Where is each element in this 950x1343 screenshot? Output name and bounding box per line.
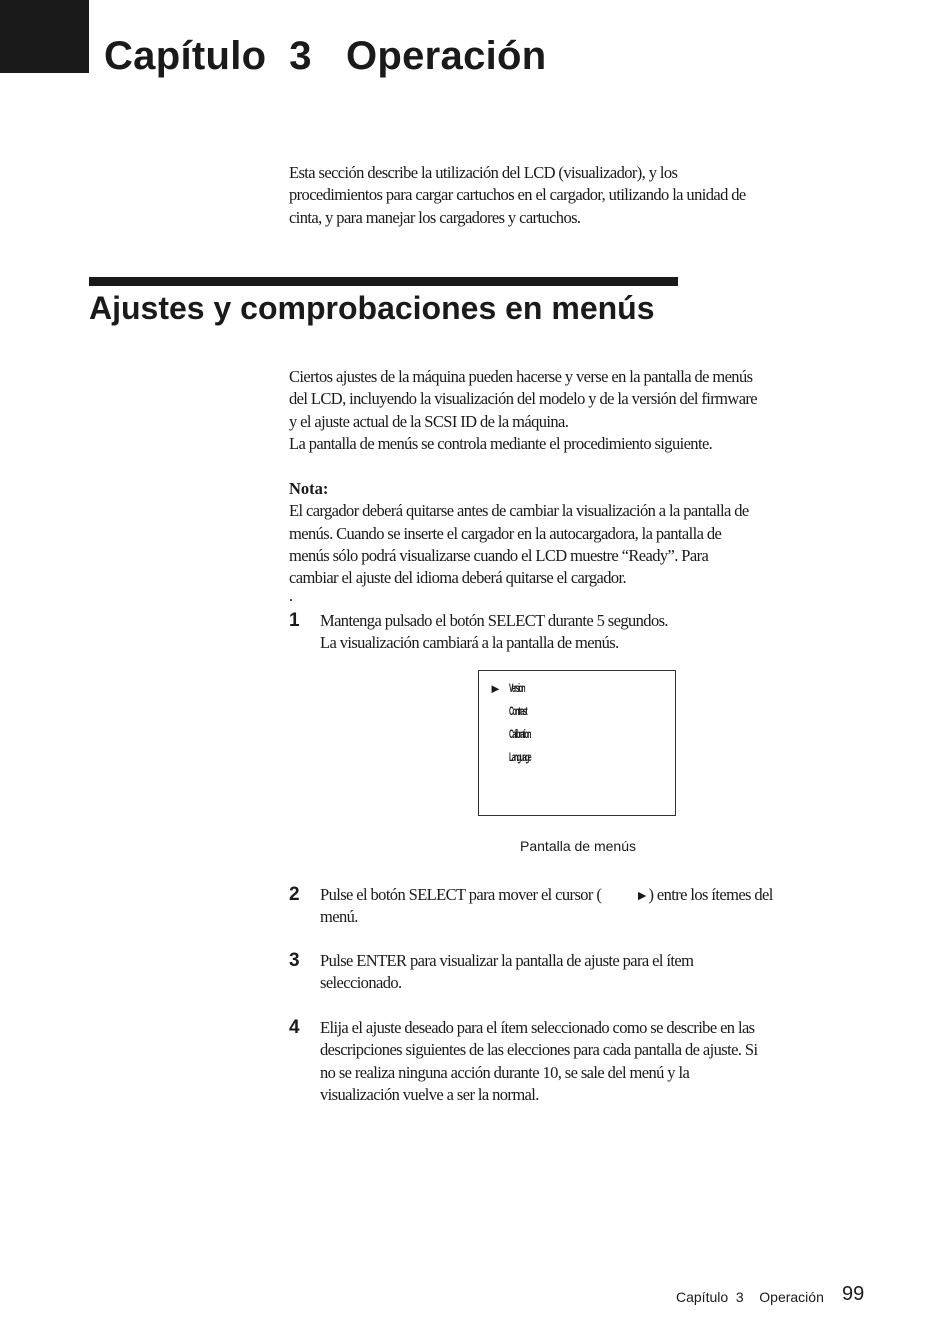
note-line: cambiar el ajuste del idioma deberá quitarse el cargador. [289, 568, 627, 588]
step-text [320, 1017, 850, 1106]
body-line: del LCD, incluyendo la visualización del modelo y de la versión del firmware [289, 389, 758, 409]
step-text-before: Pulse el botón SELECT para mover el cursor ( [320, 885, 602, 904]
section-body [289, 366, 849, 455]
lcd-menu-item: Version [509, 681, 525, 695]
step-line: visualización vuelve a ser la normal. [320, 1084, 539, 1104]
note-block [289, 478, 849, 606]
step-line [320, 884, 850, 906]
step-line: no se realiza ninguna acción durante 10, se sale del menú y la [320, 1062, 690, 1082]
lcd-menu-item: Calibration [509, 727, 531, 741]
step-text [320, 950, 850, 995]
lcd-menu-item: Language [509, 750, 531, 764]
step-number: 4 [289, 1017, 300, 1038]
page-number: 99 [842, 1283, 865, 1305]
body-line: Ciertos ajustes de la máquina pueden hacerse y verse en la pantalla de menús [289, 367, 753, 386]
step-line: Elija el ajuste deseado para el ítem seleccionado como se describe en las [320, 1018, 755, 1037]
lcd-menu-item: Contrast [509, 704, 527, 718]
step-line: menú. [320, 907, 358, 927]
body-line: La pantalla de menús se controla mediante el procedimiento siguiente. [289, 433, 713, 453]
step-number: 2 [289, 884, 300, 905]
step-line: La visualización cambiará a la pantalla de menús. [320, 633, 619, 653]
chapter-marker-block [0, 0, 89, 73]
step-line: descripciones siguientes de las elecciones para cada pantalla de ajuste. Si [320, 1040, 758, 1060]
lcd-menu-screen [478, 670, 676, 816]
section-rule [89, 277, 678, 286]
cursor-arrow-icon: ► [635, 887, 649, 903]
chapter-title: Capítulo 3 Operación [104, 34, 547, 78]
step-number: 1 [289, 610, 300, 631]
body-line: y el ajuste actual de la SCSI ID de la máquina. [289, 411, 569, 431]
note-line: . [289, 586, 293, 606]
step-line: Pulse ENTER para visualizar la pantalla de ajuste para el ítem [320, 951, 694, 970]
intro-line: cinta, y para manejar los cargadores y cartuchos. [289, 207, 581, 227]
step-text [320, 884, 850, 929]
step-line: Mantenga pulsado el botón SELECT durante 5 segundos. [320, 611, 668, 630]
step-text [320, 610, 850, 655]
lcd-caption: Pantalla de menús [520, 838, 636, 854]
step-line: seleccionado. [320, 973, 402, 993]
intro-line: Esta sección describe la utilización del LCD (visualizador), y los [289, 163, 678, 182]
note-line: El cargador deberá quitarse antes de cambiar la visualización a la pantalla de [289, 501, 749, 521]
intro-line: procedimientos para cargar cartuchos en el cargador, utilizando la unidad de [289, 185, 746, 205]
note-line: menús. Cuando se inserte el cargador en la autocargadora, la pantalla de [289, 523, 722, 543]
footer-chapter-label: Capítulo 3 Operación [676, 1289, 824, 1305]
note-heading: Nota: [289, 479, 329, 498]
intro-paragraph [289, 162, 849, 229]
step-number: 3 [289, 950, 300, 971]
step-text-after: ) entre los ítemes del [648, 885, 773, 904]
note-line: menús sólo podrá visualizarse cuando el LCD muestre “Ready”. Para [289, 545, 709, 565]
lcd-cursor-icon: ► [489, 681, 502, 696]
section-title: Ajustes y comprobaciones en menús [89, 290, 655, 326]
